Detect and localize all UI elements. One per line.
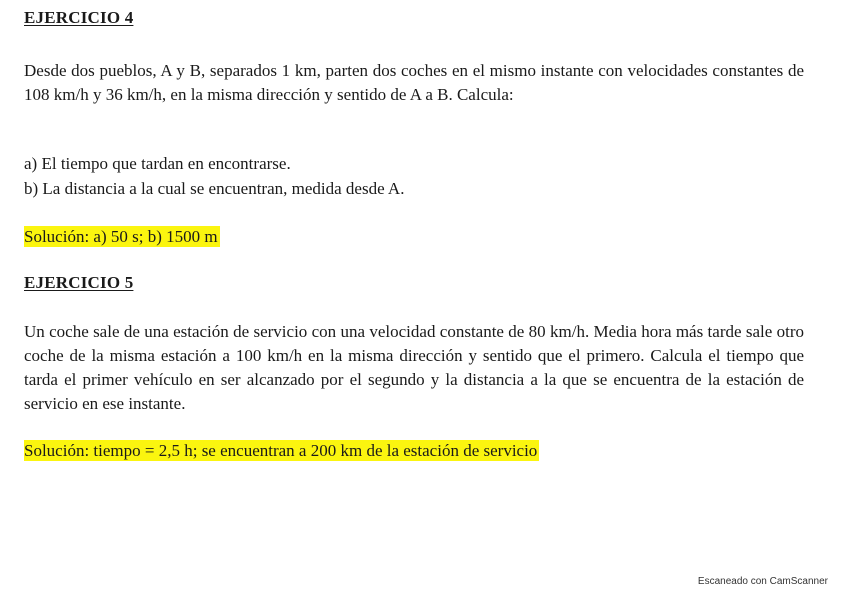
exercise-4-solution <box>24 226 220 248</box>
exercise-4-question-a: a) El tiempo que tardan en encontrarse. <box>24 154 291 173</box>
exercise-4-statement: Desde dos pueblos, A y B, separados 1 km, parten dos coches en el mismo instante con velocidades constantes de 108 km/h y 36 km/h, en la misma dirección y sentido de A a B. Calcula: <box>24 61 804 104</box>
exercise-5-heading: EJERCICIO 5 <box>24 273 134 292</box>
exercise-4-question-b: b) La distancia a la cual se encuentran, medida desde A. <box>24 179 405 198</box>
exercise-5-solution-text: Solución: tiempo = 2,5 h; se encuentran a 200 km de la estación de servicio <box>24 441 538 460</box>
exercise-5-statement: Un coche sale de una estación de servicio con una velocidad constante de 80 km/h. Media hora más tarde sale otro coche de la misma estación a 100 km/h en la misma dirección y sentido que el primero. Calcula el tiempo que tarda el primer vehículo en ser alcanzado por el segundo y la distancia a la que se encuentra de la estación de servicio en ese instante. <box>24 322 804 413</box>
exercise-5-solution <box>24 440 539 462</box>
camscanner-watermark: Escaneado con CamScanner <box>697 576 828 587</box>
exercise-4-heading: EJERCICIO 4 <box>24 8 134 27</box>
exercise-4-solution-text: Solución: a) 50 s; b) 1500 m <box>24 227 218 246</box>
